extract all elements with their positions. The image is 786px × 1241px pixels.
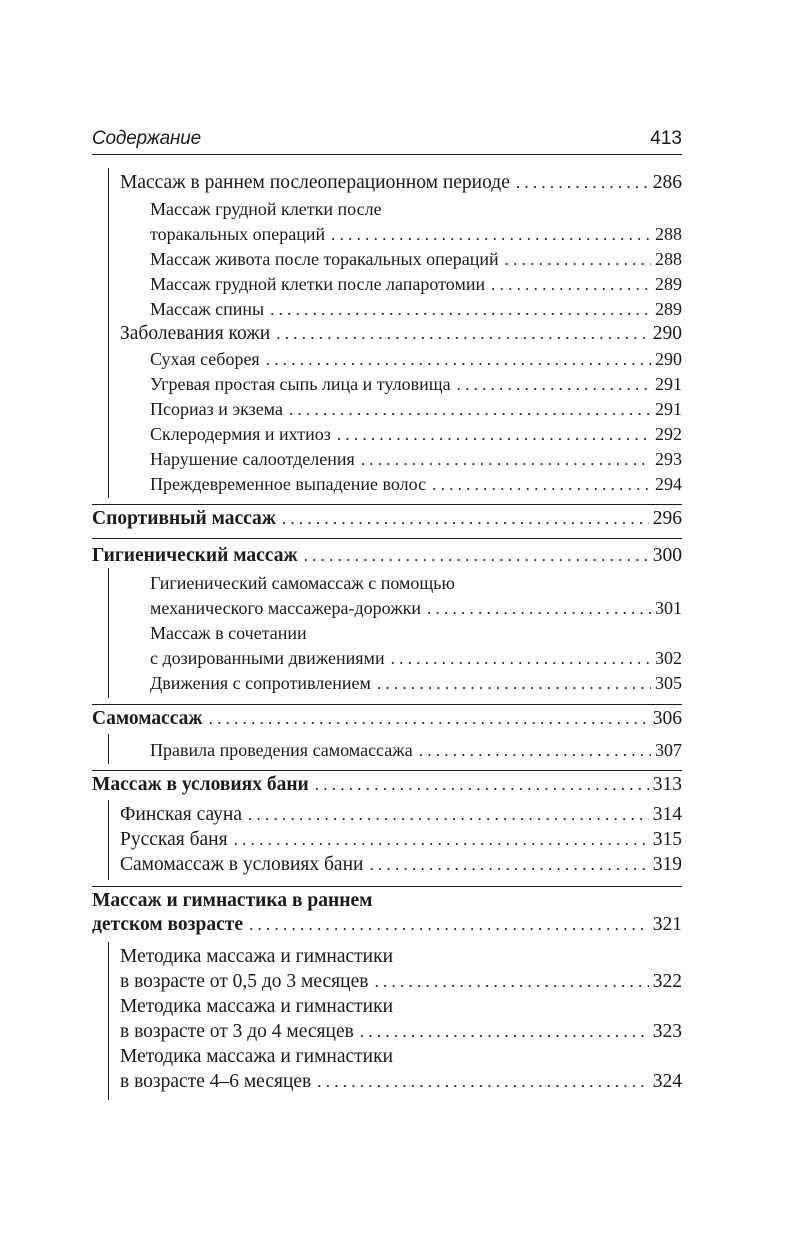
toc-entry-page: 323 xyxy=(652,1021,682,1042)
toc-entry[interactable] xyxy=(150,648,682,674)
toc-entry-page: 290 xyxy=(655,349,682,369)
leader-dots xyxy=(427,598,651,619)
toc-entry-title: Массаж живота после торакальных операций xyxy=(150,249,499,269)
toc-entry[interactable] xyxy=(150,224,682,250)
toc-entry[interactable] xyxy=(150,374,682,400)
toc-entry[interactable] xyxy=(120,854,682,880)
leader-dots xyxy=(304,545,649,567)
toc-section[interactable] xyxy=(92,708,682,734)
leader-dots xyxy=(266,349,651,370)
toc-entry-page: 288 xyxy=(655,249,682,269)
group-bar xyxy=(108,734,109,764)
leader-dots xyxy=(360,1021,649,1043)
toc-entry-title: в возрасте от 3 до 4 месяцев xyxy=(120,1021,354,1042)
toc-entry[interactable] xyxy=(120,172,682,198)
toc-entry-title: в возрасте от 0,5 до 3 месяцев xyxy=(120,971,369,992)
toc-entry[interactable] xyxy=(120,971,682,997)
toc-entry-title: в возрасте 4–6 месяцев xyxy=(120,1071,312,1092)
toc-entry[interactable] xyxy=(120,804,682,830)
leader-dots xyxy=(361,449,651,470)
leader-dots xyxy=(276,323,649,345)
toc-entry[interactable] xyxy=(120,323,682,349)
toc-entry-page: 291 xyxy=(655,399,682,419)
toc-section[interactable] xyxy=(92,545,682,571)
toc-entry[interactable] xyxy=(120,1021,682,1047)
toc-section[interactable] xyxy=(92,914,682,940)
leader-dots xyxy=(516,172,649,194)
leader-dots xyxy=(505,249,651,270)
group-bar xyxy=(108,800,109,880)
toc-entry-title: Заболевания кожи xyxy=(120,323,271,344)
toc-section-page: 296 xyxy=(652,508,682,529)
toc-entry-title: Склеродермия и ихтиоз xyxy=(150,424,331,444)
toc-entry-title: Угревая простая сыпь лица и туловища xyxy=(150,374,451,394)
toc-entry[interactable] xyxy=(150,424,682,450)
toc-entry-title: Псориаз и экзема xyxy=(150,399,283,419)
toc-entry-page: 292 xyxy=(655,424,682,444)
leader-dots xyxy=(331,224,651,245)
toc-section[interactable] xyxy=(92,508,682,534)
toc-entry[interactable] xyxy=(150,449,682,475)
toc-entry-page: 289 xyxy=(655,274,682,294)
leader-dots xyxy=(337,424,651,445)
toc-entry-title: Русская баня xyxy=(120,829,228,850)
toc-entry-title: Движения с сопротивлением xyxy=(150,673,371,693)
toc-section-title: Спортивный массаж xyxy=(92,508,276,529)
toc-section-title: Гигиенический массаж xyxy=(92,545,298,566)
toc-entry-page: 301 xyxy=(655,598,682,618)
toc-entry-title-line: Методика массажа и гимнастики xyxy=(120,946,394,967)
toc-section-page: 306 xyxy=(652,708,682,729)
leader-dots xyxy=(432,474,651,495)
toc-entry-page: 291 xyxy=(655,374,682,394)
toc-entry[interactable] xyxy=(150,474,682,500)
toc-entry-page: 288 xyxy=(655,224,682,244)
toc-entry-page: 322 xyxy=(652,971,682,992)
toc-entry-title: Самомассаж в условиях бани xyxy=(120,854,364,875)
toc-entry-title-line: Методика массажа и гимнастики xyxy=(120,1046,394,1067)
group-bar xyxy=(108,168,109,498)
leader-dots xyxy=(248,804,649,826)
section-separator xyxy=(92,770,682,771)
leader-dots xyxy=(270,299,651,320)
leader-dots xyxy=(289,399,651,420)
group-bar xyxy=(108,568,109,698)
toc-entry-title: Преждевременное выпадение волос xyxy=(150,474,427,494)
toc-entry-page: 302 xyxy=(655,648,682,668)
toc-section-title: детском возрасте xyxy=(92,914,243,935)
section-separator xyxy=(92,704,682,705)
toc-entry-title-line: Массаж в сочетании xyxy=(150,623,307,643)
toc-entry-page: 293 xyxy=(655,449,682,469)
leader-dots xyxy=(317,1071,649,1093)
toc-entry-page: 307 xyxy=(655,740,682,760)
toc-entry-page: 289 xyxy=(655,299,682,319)
page-number: 413 xyxy=(650,128,682,149)
section-separator xyxy=(92,538,682,539)
leader-dots xyxy=(374,971,648,993)
toc-entry[interactable] xyxy=(150,249,682,275)
group-bar xyxy=(108,942,109,1100)
toc-entry[interactable] xyxy=(150,740,682,766)
leader-dots xyxy=(457,374,651,395)
toc-section-page: 313 xyxy=(652,774,682,795)
leader-dots xyxy=(391,648,651,669)
section-separator xyxy=(92,504,682,505)
toc-entry-title: Массаж грудной клетки после лапаротомии xyxy=(150,274,486,294)
running-header-title: Содержание xyxy=(92,128,201,149)
toc-entry-title: Правила проведения самомассажа xyxy=(150,740,413,760)
leader-dots xyxy=(249,914,649,936)
toc-entry-title: Нарушение салоотделения xyxy=(150,449,355,469)
toc-entry[interactable] xyxy=(150,349,682,375)
leader-dots xyxy=(234,829,649,851)
section-separator xyxy=(92,886,682,887)
toc-section[interactable] xyxy=(92,774,682,800)
leader-dots xyxy=(377,673,651,694)
toc-entry-title: Массаж спины xyxy=(150,299,265,319)
leader-dots xyxy=(369,854,648,876)
leader-dots xyxy=(315,774,649,796)
toc-section-title: Самомассаж xyxy=(92,708,203,729)
header-rule xyxy=(92,154,682,155)
running-header xyxy=(92,126,682,154)
toc-entry-page: 294 xyxy=(655,474,682,494)
toc-entry[interactable] xyxy=(150,598,682,624)
toc-entry[interactable] xyxy=(120,1071,682,1097)
toc-entry-title-line: Гигиенический самомассаж с помощью xyxy=(150,573,455,593)
toc-entry-title: торакальных операций xyxy=(150,224,326,244)
toc-entry[interactable] xyxy=(150,399,682,425)
toc-entry-page: 324 xyxy=(652,1071,682,1092)
toc-entry-page: 315 xyxy=(652,829,682,850)
toc-entry-title: Финская сауна xyxy=(120,804,243,825)
toc-entry-title-line: Методика массажа и гимнастики xyxy=(120,996,394,1017)
toc-entry-page: 314 xyxy=(652,804,682,825)
toc-entry-page: 319 xyxy=(652,854,682,875)
toc-entry[interactable] xyxy=(150,299,682,325)
leader-dots xyxy=(491,274,651,295)
toc-section-title: Массаж в условиях бани xyxy=(92,774,309,795)
toc-entry[interactable] xyxy=(150,673,682,699)
toc-entry[interactable] xyxy=(120,829,682,855)
toc-section-page: 300 xyxy=(652,545,682,566)
leader-dots xyxy=(282,508,649,530)
toc-entry-page: 290 xyxy=(652,323,682,344)
toc-entry-title: механического массажера-дорожки xyxy=(150,598,422,618)
toc-section-title-line: Массаж и гимнастика в раннем xyxy=(92,890,373,911)
toc-entry-title: с дозированными движениями xyxy=(150,648,385,668)
toc-entry-page: 286 xyxy=(652,172,682,193)
toc-section-page: 321 xyxy=(652,914,682,935)
leader-dots xyxy=(419,740,651,761)
leader-dots xyxy=(209,708,649,730)
toc-entry[interactable] xyxy=(150,274,682,300)
toc-entry-title-line: Массаж грудной клетки после xyxy=(150,199,382,219)
toc-entry-page: 305 xyxy=(655,673,682,693)
toc-entry-title: Сухая себорея xyxy=(150,349,260,369)
toc-entry-title: Массаж в раннем послеоперационном периоде xyxy=(120,172,510,193)
